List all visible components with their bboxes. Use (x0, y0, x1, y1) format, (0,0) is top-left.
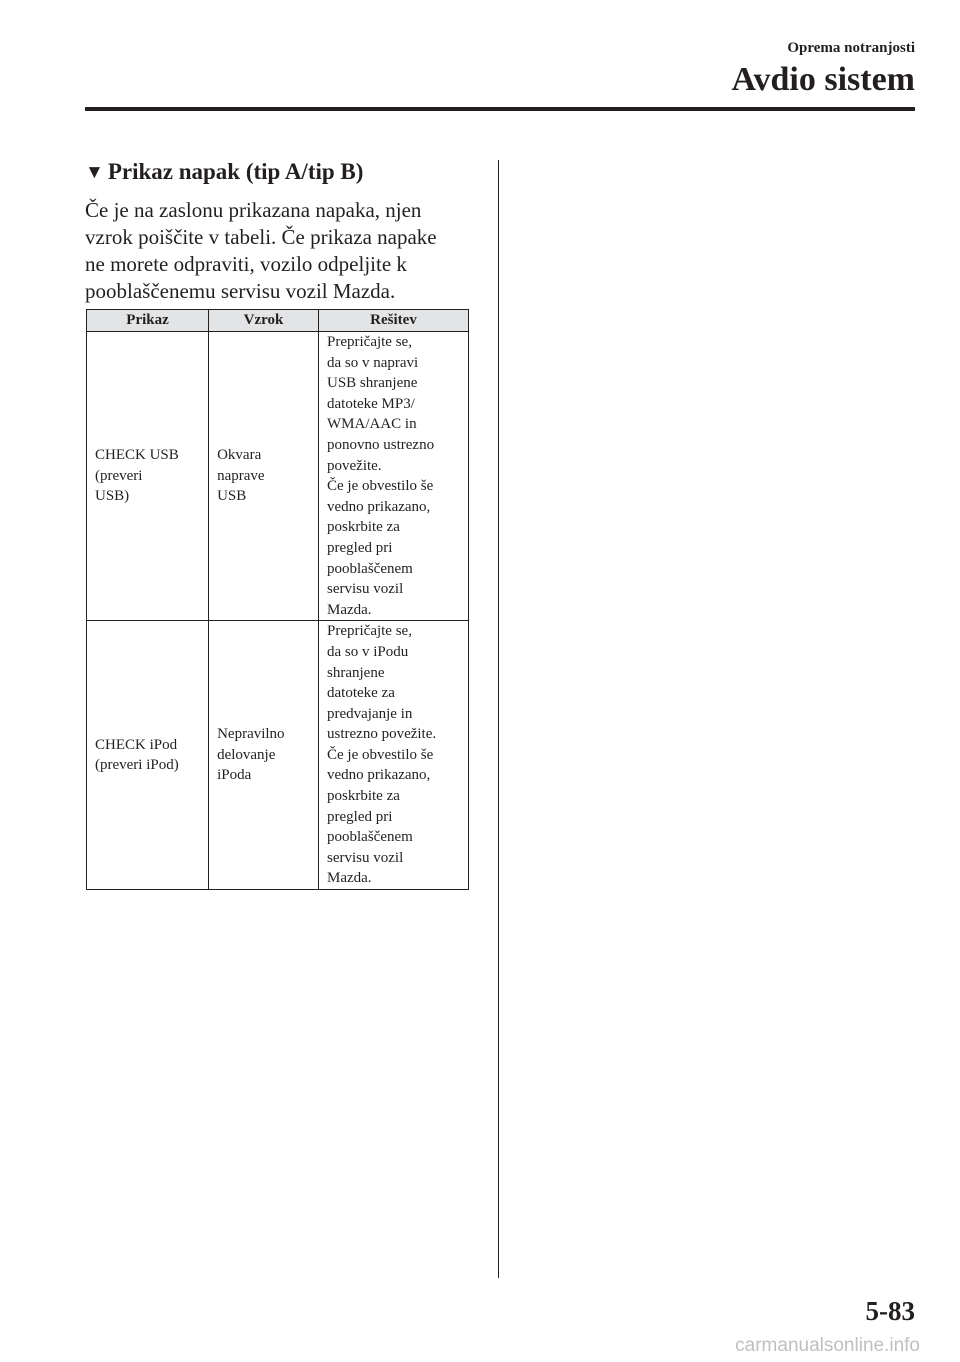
solution-cell-line: da so v iPodu (327, 643, 409, 660)
cause-cell-line: Okvara (217, 447, 262, 464)
solution-cell-line: Prepričajte se, (327, 623, 412, 640)
solution-cell-line: poskrbite za (327, 788, 400, 805)
solution-cell-line: Mazda. (327, 870, 372, 887)
solution-cell-line: datoteke MP3/ (327, 395, 415, 412)
watermark: carmanualsonline.info (735, 1335, 920, 1356)
header-rule (85, 107, 915, 111)
table-row (87, 621, 469, 890)
column-header-display: Prikaz (87, 310, 209, 332)
display-cell-line: (preveri iPod) (95, 757, 179, 774)
column-header-cause: Vzrok (209, 310, 319, 332)
solution-cell-line: poskrbite za (327, 519, 400, 536)
solution-cell-line: pooblaščenem (327, 560, 413, 577)
solution-cell-line: WMA/AAC in (327, 416, 417, 433)
cause-cell-line: iPoda (217, 767, 252, 784)
display-cell-line: (preveri (95, 467, 143, 484)
intro-paragraph (85, 197, 480, 305)
solution-cell-line: USB shranjene (327, 375, 418, 392)
solution-cell-line: Prepričajte se, (327, 334, 412, 350)
solution-cell (319, 621, 469, 890)
solution-cell-line: ponovno ustrezno (327, 436, 435, 453)
solution-cell-line: shranjene (327, 664, 385, 681)
column-divider (498, 160, 499, 1278)
display-cell (87, 621, 209, 890)
solution-cell-line: pooblaščenem (327, 829, 413, 846)
solution-cell-line: pregled pri (327, 808, 393, 825)
solution-cell-line: vedno prikazano, (327, 767, 431, 784)
section-heading (85, 155, 363, 190)
solution-cell-line: Če je obvestilo še (327, 478, 434, 495)
cause-cell-line: USB (217, 488, 247, 505)
cause-cell-line: Nepravilno (217, 726, 285, 743)
table-row (87, 332, 469, 621)
error-table (86, 309, 469, 890)
display-cell (87, 332, 209, 621)
solution-cell-line: da so v napravi (327, 354, 419, 371)
solution-cell-line: Mazda. (327, 601, 372, 618)
intro-line: Če je na zaslonu prikazana napaka, njen (85, 198, 422, 222)
display-cell-line: USB) (95, 488, 130, 505)
solution-cell-line: povežite. (327, 457, 382, 474)
intro-line: ne morete odpraviti, vozilo odpeljite k (85, 252, 407, 276)
solution-cell-line: servisu vozil (327, 849, 404, 866)
header-section-label: Oprema notranjosti (787, 40, 915, 56)
solution-cell-line: pregled pri (327, 539, 393, 556)
solution-cell (319, 332, 469, 621)
display-cell-line: CHECK USB (95, 447, 179, 464)
solution-cell-line: ustrezno povežite. (327, 726, 437, 743)
solution-cell-line: vedno prikazano, (327, 498, 431, 515)
cause-cell-line: naprave (217, 467, 265, 484)
cause-cell (209, 621, 319, 890)
intro-line: vzrok poiščite v tabeli. Če prikaza napake (85, 225, 437, 249)
cause-cell-line: delovanje (217, 746, 276, 763)
solution-cell-line: predvajanje in (327, 705, 413, 722)
triangle-down-icon: ▼ (85, 162, 104, 183)
solution-cell-line: datoteke za (327, 685, 395, 702)
table-header-row (87, 310, 469, 332)
section-heading-text: Prikaz napak (tip A/tip B) (107, 159, 364, 184)
display-cell-line: CHECK iPod (95, 736, 178, 753)
column-header-solution: Rešitev (319, 310, 469, 332)
solution-cell-line: Če je obvestilo še (327, 746, 434, 763)
page-number: 5-83 (865, 1296, 915, 1326)
cause-cell (209, 332, 319, 621)
intro-line: pooblaščenemu servisu vozil Mazda. (85, 279, 396, 303)
page-title: Avdio sistem (731, 61, 915, 98)
solution-cell-line: servisu vozil (327, 581, 404, 598)
